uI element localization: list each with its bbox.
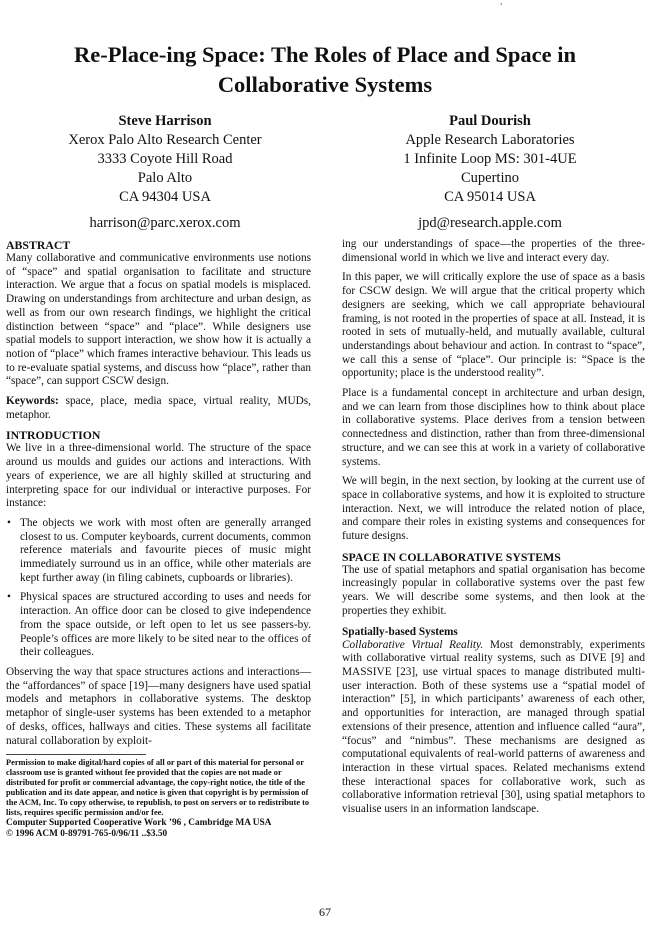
run-in-heading: Collaborative Virtual Reality. <box>342 638 484 651</box>
right-column <box>342 238 645 823</box>
author-affiliation: Xerox Palo Alto Research Center <box>68 132 262 148</box>
author-name: Steve Harrison <box>118 113 212 129</box>
author-address-line: CA 94304 USA <box>119 189 211 205</box>
permission-notice <box>6 758 311 818</box>
left-column <box>6 238 311 840</box>
paragraph: In this paper, we will critically explore the use of space as a basis for CSCW design. We will argue that the critical property which designers are seeking, which we call appropriate behavioural framing, is not rooted in the properties of space at all. Instead, it is rooted in sets of mutually-held, and mutually available, cultural understandings about behaviour and action. In contrast to “space”, we call this a sense of “place”. Our principle is: “Space is the opportunity; place is the understood reality”. <box>342 271 645 380</box>
page-number: 67 <box>319 905 331 919</box>
list-item: • The objects we work with most often are generally arranged closest to us. Computer keyboards, current documents, common reference materials and favourite pieces of music might immediately surround us in an office, while other materials are kept further away (in filing cabinets, cupboards or libraries). <box>6 517 311 586</box>
intro-bullet-list <box>6 517 311 660</box>
author-block-right <box>340 112 640 233</box>
title-line-1: Re-Place-ing Space: The Roles of Place and Space in <box>73 42 577 67</box>
section-heading: SPACE IN COLLABORATIVE SYSTEMS <box>342 549 561 564</box>
author-email: harrison@parc.xerox.com <box>89 215 241 231</box>
list-item: • Physical spaces are structured according to uses and needs for interaction. An office door can be closed to give independence from the space outside, or left open to let us see passers-by. People’s offices are more likely to be sited near to the offices of their colleagues. <box>6 591 311 660</box>
abstract-heading: ABSTRACT <box>6 238 71 252</box>
paragraph-text: Most demonstrably, experiments with collaborative virtual reality systems, such as DIVE [9] and MASSIVE [23], use virtual spaces to manage distributed multi-user interaction. Both of these systems use a “spatial model of interaction” [5], in which participants’ awareness of each other, and opportunities for interaction, are managed through spatial extensions of their presence, attention and influence called “aura”, “focus” and “nimbus”. These mechanisms are designed as computational equivalents of real-world patterns of awareness and interaction in these virtual spaces. Related mechanisms extend these interactional spaces for collaborative work, such as collaborative information retrieval [30], using spatial metaphors to visualise users in an information landscape. <box>342 638 645 816</box>
footnote-rule <box>6 754 146 755</box>
permission-text: Permission to make digital/hard copies of all or part of this material for personal or classroom use is granted without fee provided that the copies are not made or distributed for profit or commercial advantage, the copy-right notice, the title of the publication and its date appear, and notice is given that copyright is by permission of the ACM, Inc. To copy otherwise, to republish, to post on servers or to redistribute to lists, requires specific permission and/or fee. <box>6 758 310 818</box>
paper-title <box>20 40 630 100</box>
paragraph: The use of spatial metaphors and spatial organisation has become increasingly popular in collaborative systems over the past few years. We will describe some systems, and then look at the properties they exhibit. <box>342 563 645 617</box>
paragraph <box>342 639 645 817</box>
author-address-line: CA 95014 USA <box>444 189 536 205</box>
keywords-text: space, place, media space, virtual reality, MUDs, metaphor. <box>6 395 311 421</box>
author-name: Paul Dourish <box>449 113 531 129</box>
title-line-2: Collaborative Systems <box>217 72 433 97</box>
abstract-text: Many collaborative and communicative environments use notions of “space” and spatial organisation to facilitate and structure interaction. We argue that a focus on spatial models is misplaced. Drawing on understandings from architecture and urban design, as well as from our own research findings, we highlight the critical distinction between “space” and “place”. While designers use spatial models to support interaction, we show how it is actually a notion of “place” which frames interactive behaviour. This leads us to re-evaluate spatial systems, and discuss how “place”, rather than “space”, can support CSCW design. <box>6 252 311 388</box>
keywords <box>6 395 311 422</box>
paragraph: ing our understandings of space—the properties of the three-dimensional world in which we live and interact every day. <box>342 238 645 264</box>
author-affiliation: Apple Research Laboratories <box>405 132 575 148</box>
author-address-line: Palo Alto <box>137 170 193 186</box>
conference-line: Computer Supported Cooperative Work ’96 , Cambridge MA USA <box>6 818 272 829</box>
conference-info <box>6 818 311 840</box>
keywords-label: Keywords: <box>6 395 59 408</box>
author-address-line: 1 Infinite Loop MS: 301-4UE <box>403 151 577 167</box>
copyright-line: © 1996 ACM 0-89791-765-0/96/11 ..$3.50 <box>6 829 168 840</box>
paragraph: Place is a fundamental concept in architecture and urban design, and we can learn from those disciplines how to think about place in collaborative systems. Place derives from a tension between connectedness and distinction, rather than from three-dimensional structure, and we can see this at work in a variety of collaborative systems. <box>342 387 645 468</box>
introduction-heading: INTRODUCTION <box>6 428 101 443</box>
subsection-heading: Spatially-based Systems <box>342 625 458 638</box>
corner-mark: , <box>500 0 503 7</box>
author-email: jpd@research.apple.com <box>418 215 562 231</box>
author-address-line: 3333 Coyote Hill Road <box>97 151 233 167</box>
intro-paragraph-2: Observing the way that space structures actions and interactions—the “affordances” of space [19]—many designers have used spatial models and metaphors in collaborative systems. The desktop metaphor of single-user systems has been extended to a metaphor of desks, offices, hallways and cities. These systems all facilitate natural collaboration by exploit- <box>6 665 311 747</box>
intro-paragraph-1: We live in a three-dimensional world. The structure of the space around us moulds and guides our actions and interactions. With years of experience, we are all highly skilled at structuring and interpreting space for our individual or interactive purposes. For instance: <box>6 442 311 510</box>
paragraph: We will begin, in the next section, by looking at the current use of space in collaborative systems, and how it is exploited to structure interaction. Next, we will introduce the related notion of place, and compare their roles in existing systems and consequences for future designs. <box>342 475 645 543</box>
author-address-line: Cupertino <box>461 170 519 186</box>
author-block-left <box>15 112 315 233</box>
